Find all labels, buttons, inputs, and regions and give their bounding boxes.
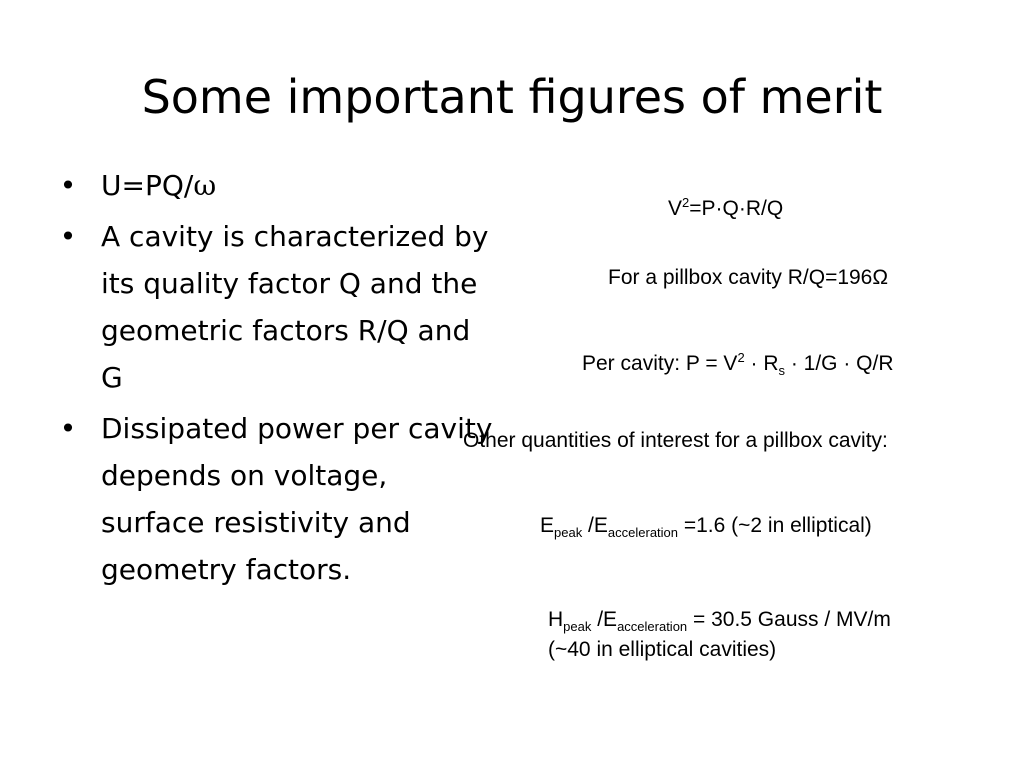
bullet-list [58, 162, 498, 597]
bullet-marker: • [59, 412, 77, 445]
formula-voltage: $V^2=P\cdot Q\cdot R/Q$ [668, 195, 784, 220]
other-quantities-heading: Other quantities of interest for a pillbox cavity: [463, 429, 888, 452]
bullet-text: A cavity is characterized by its quality factor Q and the geometric factors R/Q and G [101, 220, 489, 394]
formula-per-cavity: Per cavity: $P = V^2 \cdot R_s \cdot 1/G \cdot Q/R$ [582, 350, 894, 379]
formula-hpeak-line1: $H_{peak}$ $/E_{acceleration} = 30.5$ Gauss / MV/m [548, 608, 891, 635]
bullet-text: U=PQ/ [101, 169, 194, 202]
bullet-marker: • [59, 220, 77, 253]
formula-pillbox-rq: For a pillbox cavity R/Q=196Ω [608, 266, 889, 289]
bullet-marker: • [59, 169, 77, 202]
formula-hpeak-line2: (~40 in elliptical cavities) [548, 638, 777, 661]
omega-symbol: ω [193, 169, 217, 202]
formula-epeak: $E_{peak}$ $/E_{acceleration} =1.6$ (~2 in elliptical) [540, 514, 872, 541]
bullet-item [58, 162, 498, 209]
bullet-text: Dissipated power per cavity depends on voltage, surface resistivity and geometry factors. [101, 412, 493, 586]
formula-hpeak [548, 608, 891, 662]
bullet-item [58, 405, 498, 593]
slide-title: Some important figures of merit [141, 70, 883, 124]
bullet-item [58, 213, 498, 401]
